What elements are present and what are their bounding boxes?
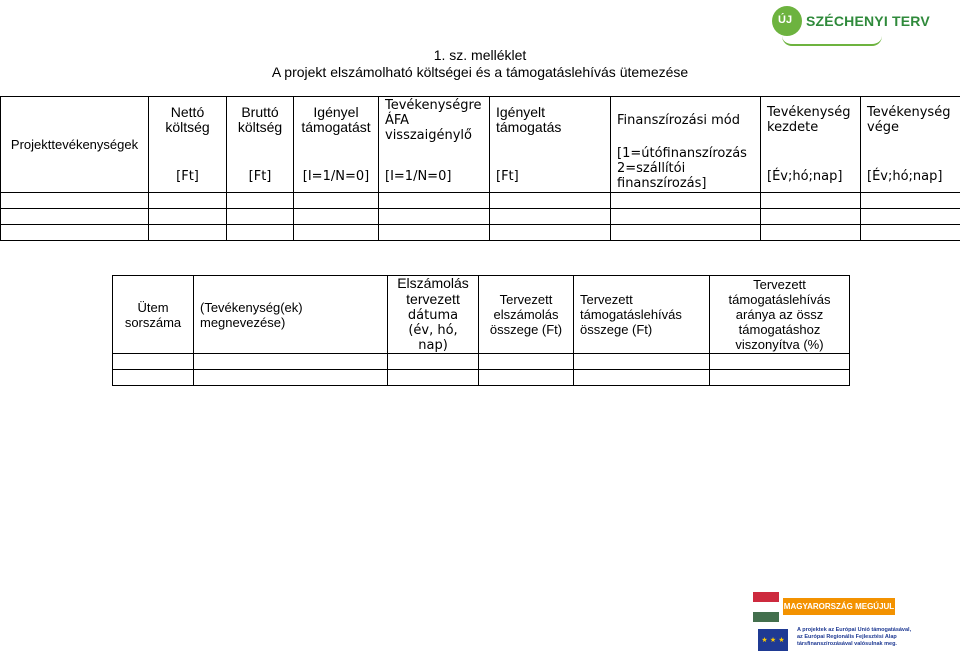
logo-text: SZÉCHENYI TERV — [806, 13, 930, 29]
badge-banner: MAGYARORSZÁG MEGÚJUL — [783, 598, 895, 615]
table-row — [1, 193, 960, 209]
header-vat-reclaimer: Tevékenységre ÁFA visszaigénylő [I=1/N=0] — [379, 97, 490, 193]
eu-flag-icon: ★ ★ ★ — [758, 629, 788, 651]
header-planned-drawdown-amount: Tervezett támogatáslehívás összege (Ft) — [574, 276, 710, 354]
header-activity-name: (Tevékenység(ek) megnevezése) — [194, 276, 388, 354]
hungarian-flag-icon — [753, 592, 779, 622]
table-row — [113, 354, 850, 370]
header-requests-support: Igényel támogatást [I=1/N=0] — [294, 97, 379, 193]
cost-table — [0, 96, 960, 241]
logo-badge: ÚJ — [778, 14, 793, 26]
table-row — [1, 225, 960, 241]
table-row — [1, 209, 960, 225]
header-financing-mode: Finanszírozási mód [1=útófinanszírozás 2=szállítói finanszírozás] — [611, 97, 761, 193]
header-activity-start: Tevékenység kezdete [Év;hó;nap] — [761, 97, 861, 193]
header-net-cost: Nettó költség [Ft] — [149, 97, 227, 193]
header-planned-date: Elszámolás tervezett dátuma (év, hó, nap) — [388, 276, 479, 354]
eu-notice-text: A projektek az Európai Unió támogatásával, az Európai Regionális Fejlesztési Alap társfinanszírozásával valósulnak meg. — [797, 627, 912, 647]
cost-table-header-row — [1, 97, 960, 193]
annex-number: 1. sz. melléklet — [433, 47, 527, 63]
header-planned-amount: Tervezett elszámolás összege (Ft) — [479, 276, 574, 354]
header-activity-end: Tevékenység vége [Év;hó;nap] — [861, 97, 960, 193]
schedule-table — [112, 275, 850, 386]
header-phase-number: Ütem sorszáma — [113, 276, 194, 354]
magyarorszag-megujul-badge — [753, 592, 893, 622]
page-title: A projekt elszámolható költségei és a támogatáslehívás ütemezése — [271, 64, 689, 80]
header-activities: Projekttevékenységek — [1, 97, 149, 193]
logo-swoosh-icon — [782, 36, 882, 46]
header-requested-support: Igényelt támogatás [Ft] — [490, 97, 611, 193]
header-planned-drawdown-ratio: Tervezett támogatáslehívás aránya az össz támogatáshoz viszonyítva (%) — [710, 276, 850, 354]
eu-funding-notice — [753, 627, 953, 655]
szechenyi-terv-logo — [772, 4, 930, 44]
table-row — [113, 370, 850, 386]
header-gross-cost: Bruttó költség [Ft] — [227, 97, 294, 193]
schedule-header-row — [113, 276, 850, 354]
